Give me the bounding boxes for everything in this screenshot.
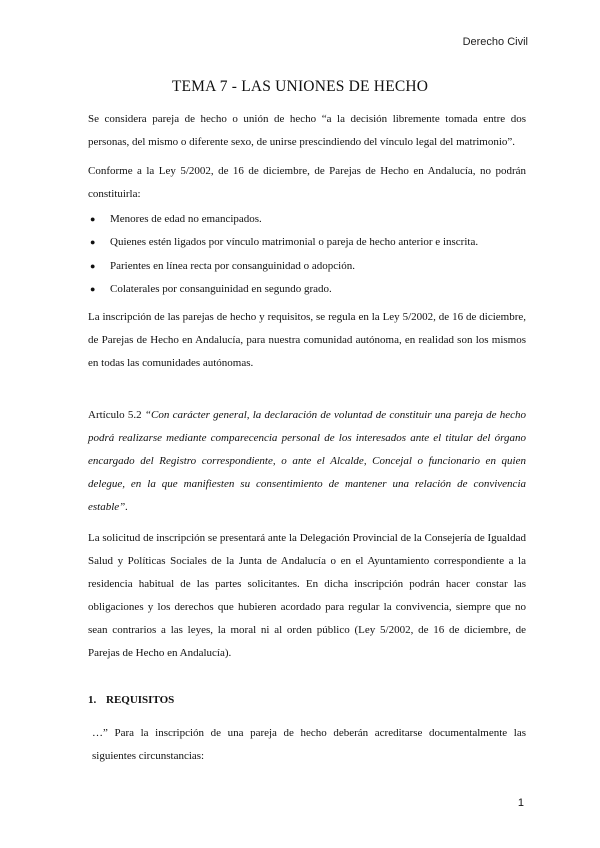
paragraph-regulation: La inscripción de las parejas de hecho y requisitos, se regula en la Ley 5/2002, de 16 de diciembre, de Parejas de Hecho en Andalucía, para nuestra comunidad autónoma, en realidad son los mismos en todas las comunidades autónomas. <box>88 311 526 369</box>
article-reference: Artículo 5.2 <box>88 409 142 421</box>
list-item: ● Quienes estén ligados por vínculo matrimonial o pareja de hecho anterior e inscrita. <box>88 231 526 254</box>
section-heading <box>88 694 174 706</box>
page-header: Derecho Civil <box>462 36 528 48</box>
list-item: ● Colaterales por consanguinidad en segundo grado. <box>88 278 526 301</box>
section-title: REQUISITOS <box>106 694 175 706</box>
article-quote <box>88 404 526 519</box>
bullet-icon: ● <box>90 214 96 224</box>
paragraph-application: La solicitud de inscripción se presentará ante la Delegación Provincial de la Consejería de Igualdad Salud y Políticas Sociales de la Junta de Andalucía o en el Ayuntamiento correspondiente a la residencia habitual de las partes solicitantes. En dicha inscripción podrán hacer constar las obligaciones y los derechos que hubieren acordado para regular la convivencia, siempre que no sean contrarios a las leyes, la moral ni al orden público (Ley 5/2002, de 16 de diciembre, de Parejas de Hecho en Andalucía). <box>88 532 526 659</box>
paragraph-law-reference: Conforme a la Ley 5/2002, de 16 de diciembre, de Parejas de Hecho en Andalucía, no podrán constituirla: <box>88 165 526 200</box>
bullet-icon: ● <box>90 283 96 294</box>
section-number: 1. <box>88 694 97 706</box>
bullet-icon: ● <box>90 260 96 271</box>
paragraph-definition: Se considera pareja de hecho o unión de hecho “a la decisión libremente tomada entre dos personas, del mismo o diferente sexo, de unirse prescindiendo del vínculo legal del matrimonio”. <box>88 113 526 148</box>
paragraph-requirements: …” Para la inscripción de una pareja de hecho deberán acreditarse documentalmente las siguientes circunstancias: <box>92 727 526 762</box>
list-item: ● Menores de edad no emancipados. <box>88 208 526 231</box>
document-title: TEMA 7 - LAS UNIONES DE HECHO <box>171 78 429 95</box>
bullet-icon: ● <box>90 237 96 248</box>
list-item: ● Parientes en línea recta por consanguinidad o adopción. <box>88 255 526 278</box>
article-text: “Con carácter general, la declaración de voluntad de constituir una pareja de hecho podrá realizarse mediante comparecencia personal de los interesados ante el titular del órgano encargado del Registro correspondiente, o ante el Alcalde, Concejal o funcionario en quien delegue, en la que manifiesten su consentimiento de mantener una relación de convivencia estable”. <box>88 409 526 513</box>
page-number: 1 <box>517 797 524 809</box>
restrictions-list <box>88 208 526 301</box>
